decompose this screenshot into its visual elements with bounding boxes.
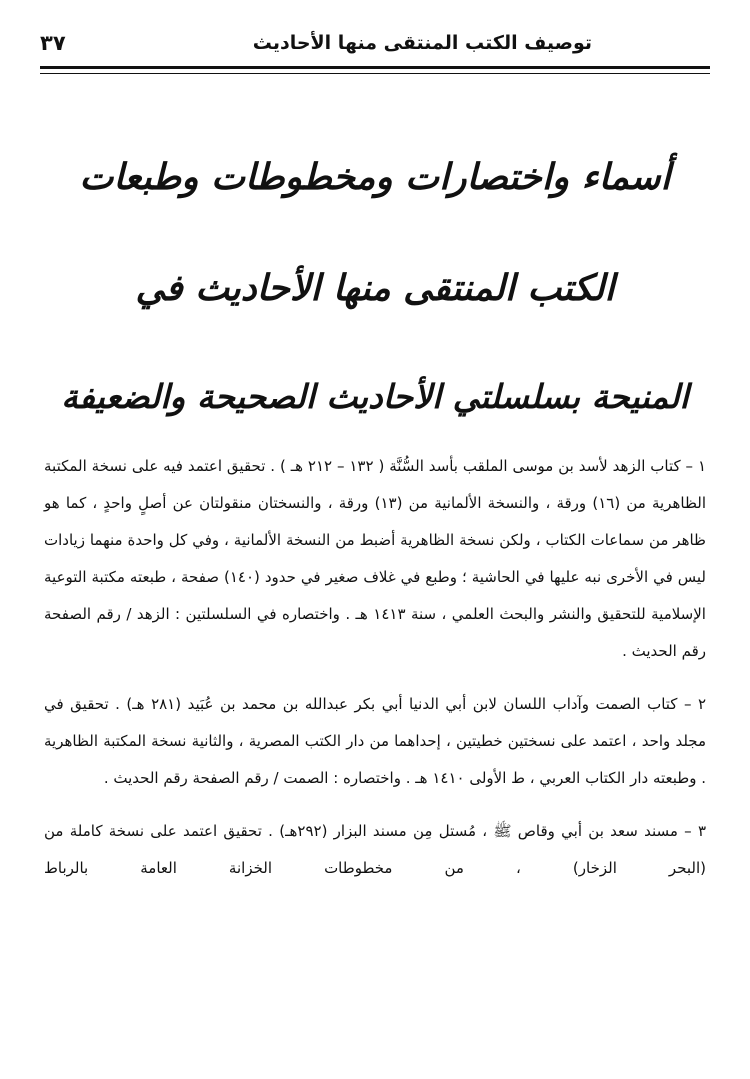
page-number: ٣٧ — [40, 31, 66, 55]
title-line-1: أسماء واختصارات ومخطوطات وطبعات — [79, 156, 671, 198]
title-line-3: المنيحة بسلسلتي الأحاديث الصحيحة والضعيفة — [61, 377, 689, 416]
header-rule-thick — [40, 66, 710, 69]
body-text — [44, 448, 706, 903]
entry-3: ٣ – مسند سعد بن أبي وقاص ﷺ ، مُستل مِن مسند البزار (٢٩٢هـ) . تحقيق اعتمد على نسخة كاملة من (البحر الزخار) ، من مخطوطات الخزانة العامة بالرباط — [44, 822, 706, 877]
running-title: توصيف الكتب المنتقى منها الأحاديث — [252, 32, 592, 54]
header-rule-thin — [40, 73, 710, 74]
entry-2: ٢ – كتاب الصمت وآداب اللسان لابن أبي الدنيا أبي بكر عبدالله بن محمد بن عُبَيد (٢٨١ هـ) . تحقيق في مجلد واحد ، اعتمد على نسختين خطيتين ، إحداهما من دار الكتب المصرية ، والثانية نسخة المكتبة الظاهرية . وطبعته دار الكتاب العربي ، ط الأولى ١٤١٠ هـ . واختصاره : الصمت / رقم الصفحة رقم الحديث . — [44, 695, 706, 787]
title-line-2: الكتب المنتقى منها الأحاديث في — [135, 267, 615, 309]
entry-1: ١ – كتاب الزهد لأسد بن موسى الملقب بأسد السُّنَّة ( ١٣٢ – ٢١٢ هـ ) . تحقيق اعتمد فيه على نسخة المكتبة الظاهرية من (١٦) ورقة ، والنسخة الألمانية من (١٣) ورقة ، والنسختان منقولتان عن أصلٍ واحدٍ ، كما هو ظاهر من سماعات الكتاب ، ولكن نسخة الظاهرية أضبط من النسخة الألمانية ، وفي كل واحدة منهما زيادات ليس في الأخرى نبه عليها في الحاشية ؛ وطبع في غلاف صغير في حدود (١٤٠) صفحة ، طبعته مكتبة التوعية الإسلامية للتحقيق والنشر والبحث العلمي ، سنة ١٤١٣ هـ . واختصاره في السلسلتين : الزهد / رقم الصفحة رقم الحديث . — [44, 457, 706, 660]
running-header — [40, 26, 710, 60]
